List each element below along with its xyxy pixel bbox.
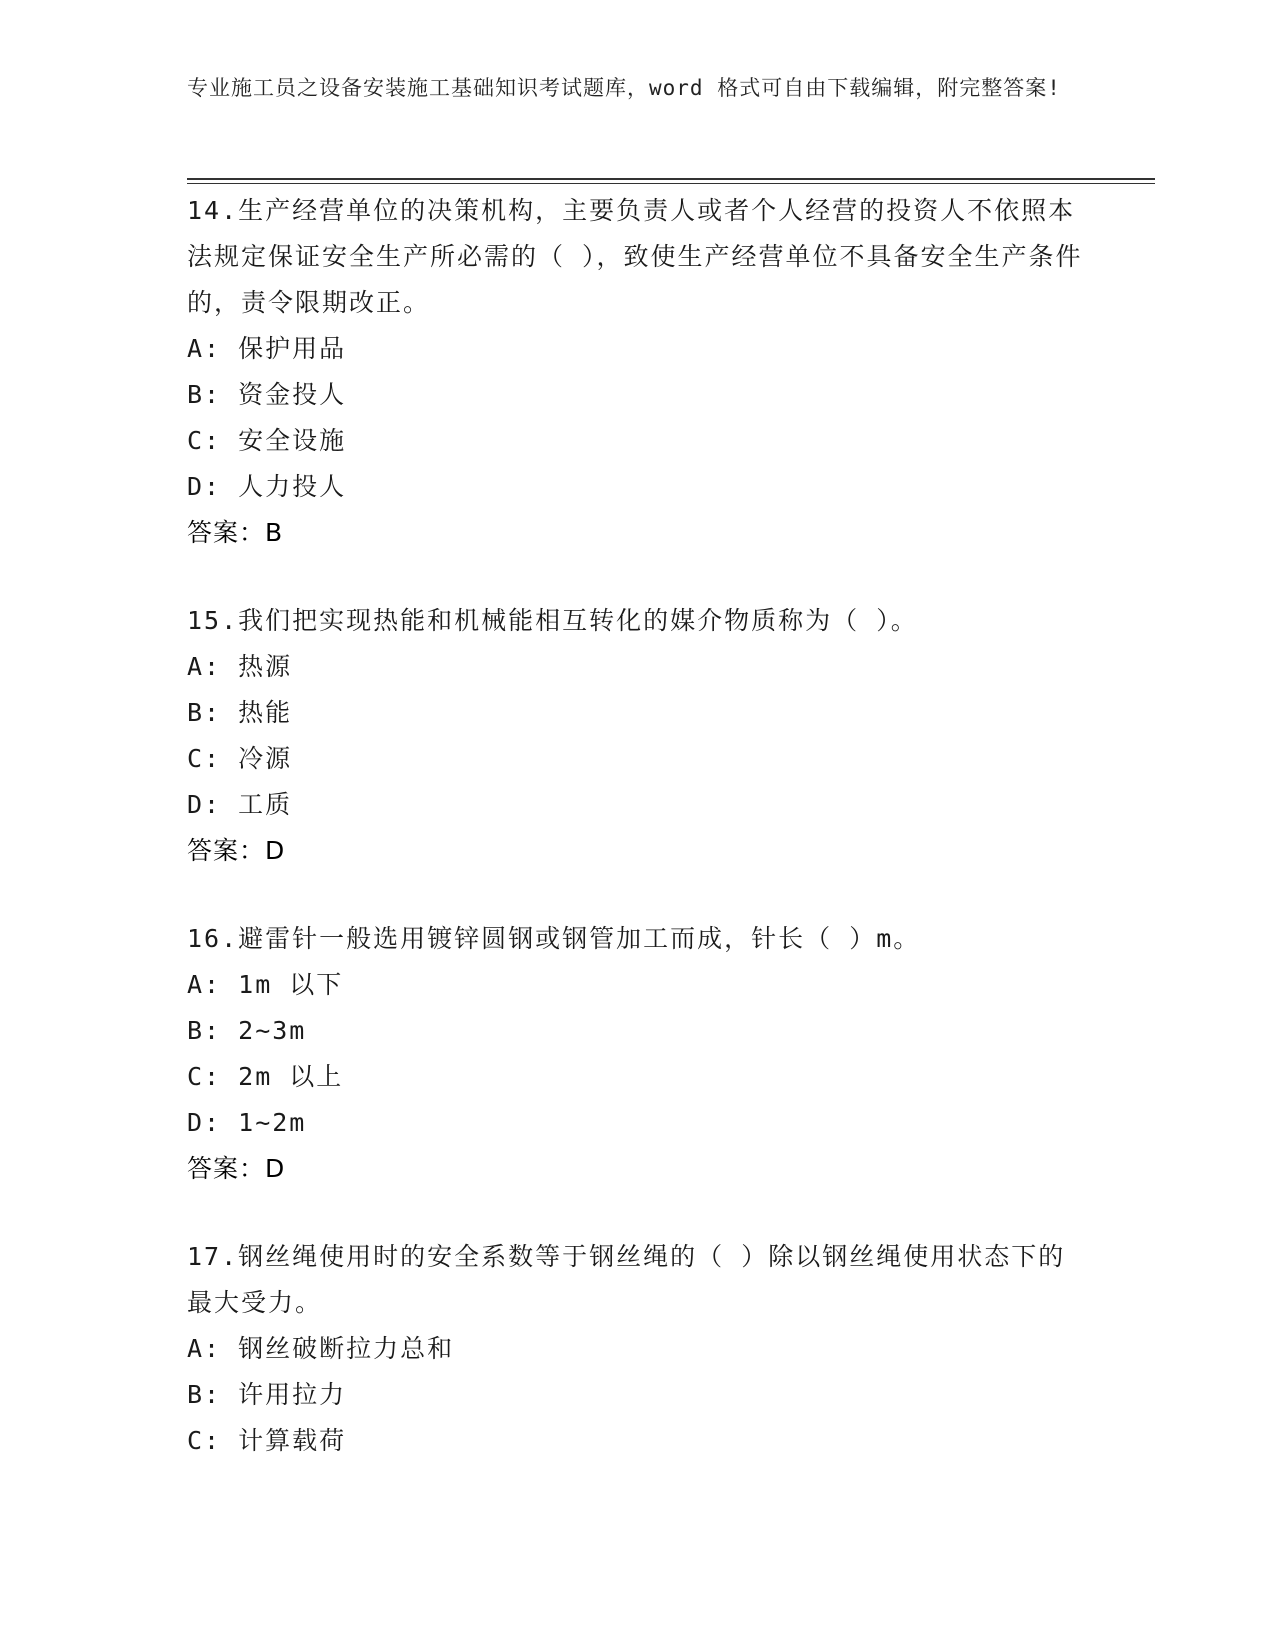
option-b: B: 2~3m [187,1016,307,1045]
header-divider-thin [187,183,1155,184]
question-14 [187,188,1087,556]
answer-line: 答案：D [187,836,286,865]
option-c: C: 冷源 [187,744,293,773]
option-a: A: 1m 以下 [187,970,344,999]
option-d: D: 工质 [187,790,293,819]
answer-line: 答案：D [187,1154,286,1183]
option-a: A: 保护用品 [187,334,347,363]
question-list [187,188,1087,1506]
header-divider-thick [187,178,1155,180]
option-a: A: 钢丝破断拉力总和 [187,1334,455,1363]
document-header: 专业施工员之设备安装施工基础知识考试题库，word 格式可自由下载编辑，附完整答案! [187,76,1061,100]
option-c: C: 计算载荷 [187,1426,347,1455]
option-b: B: 许用拉力 [187,1380,347,1409]
question-stem: 14.生产经营单位的决策机构，主要负责人或者个人经营的投资人不依照本法规定保证安全生产所必需的（ ），致使生产经营单位不具备安全生产条件的，责令限期改正。 [187,196,1083,317]
option-b: B: 热能 [187,698,293,727]
option-d: D: 人力投人 [187,472,347,501]
question-17 [187,1234,1087,1464]
answer-line: 答案：B [187,518,284,547]
option-a: A: 热源 [187,652,293,681]
question-16 [187,916,1087,1192]
option-c: C: 安全设施 [187,426,347,455]
question-15 [187,598,1087,874]
question-stem: 15.我们把实现热能和机械能相互转化的媒介物质称为（ ）。 [187,606,918,635]
question-stem: 16.避雷针一般选用镀锌圆钢或钢管加工而成，针长（ ）m。 [187,924,921,953]
option-d: D: 1~2m [187,1108,307,1137]
question-stem: 17.钢丝绳使用时的安全系数等于钢丝绳的（ ）除以钢丝绳使用状态下的最大受力。 [187,1242,1066,1317]
option-c: C: 2m 以上 [187,1062,344,1091]
option-b: B: 资金投人 [187,380,347,409]
